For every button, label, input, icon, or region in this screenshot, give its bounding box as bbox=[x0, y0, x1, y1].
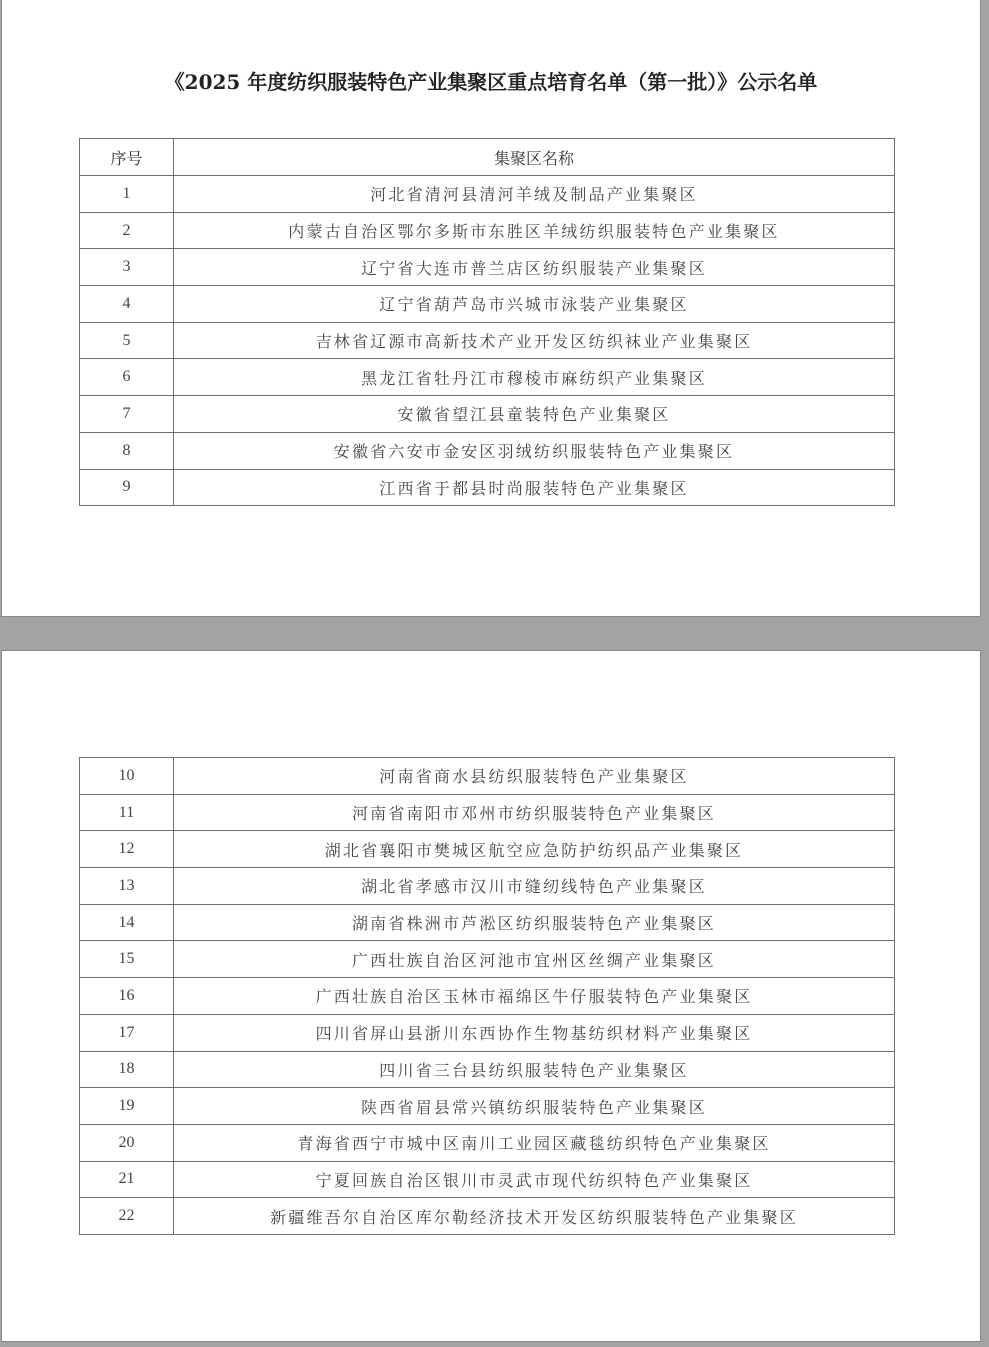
row-cluster-name: 新疆维吾尔自治区库尔勒经济技术开发区纺织服装特色产业集聚区 bbox=[174, 1198, 895, 1235]
document-page-1 bbox=[1, 0, 981, 617]
row-cluster-name: 湖北省襄阳市樊城区航空应急防护纺织品产业集聚区 bbox=[174, 831, 895, 868]
row-cluster-name: 辽宁省葫芦岛市兴城市泳装产业集聚区 bbox=[174, 286, 895, 323]
table-row bbox=[80, 286, 895, 323]
table-row bbox=[80, 904, 895, 941]
row-cluster-name: 青海省西宁市城中区南川工业园区藏毯纺织特色产业集聚区 bbox=[174, 1124, 895, 1161]
table-row bbox=[80, 432, 895, 469]
row-index: 10 bbox=[80, 758, 174, 795]
table-row bbox=[80, 1124, 895, 1161]
table-row bbox=[80, 359, 895, 396]
row-cluster-name: 黑龙江省牡丹江市穆棱市麻纺织产业集聚区 bbox=[174, 359, 895, 396]
table-row bbox=[80, 831, 895, 868]
cluster-list-table-part-2 bbox=[79, 757, 895, 1235]
row-index: 21 bbox=[80, 1161, 174, 1198]
column-header-name: 集聚区名称 bbox=[174, 139, 895, 176]
cluster-list-table-part-1 bbox=[79, 138, 895, 506]
row-cluster-name: 河南省商水县纺织服装特色产业集聚区 bbox=[174, 758, 895, 795]
table-row bbox=[80, 396, 895, 433]
row-cluster-name: 广西壮族自治区玉林市福绵区牛仔服装特色产业集聚区 bbox=[174, 978, 895, 1015]
row-cluster-name: 陕西省眉县常兴镇纺织服装特色产业集聚区 bbox=[174, 1088, 895, 1125]
table-row bbox=[80, 868, 895, 905]
row-index: 5 bbox=[80, 322, 174, 359]
row-cluster-name: 江西省于都县时尚服装特色产业集聚区 bbox=[174, 469, 895, 506]
table-row bbox=[80, 249, 895, 286]
row-index: 13 bbox=[80, 868, 174, 905]
table-row bbox=[80, 1014, 895, 1051]
row-cluster-name: 四川省三台县纺织服装特色产业集聚区 bbox=[174, 1051, 895, 1088]
table-row bbox=[80, 1161, 895, 1198]
row-index: 17 bbox=[80, 1014, 174, 1051]
row-index: 9 bbox=[80, 469, 174, 506]
row-index: 15 bbox=[80, 941, 174, 978]
column-header-index: 序号 bbox=[80, 139, 174, 176]
row-cluster-name: 宁夏回族自治区银川市灵武市现代纺织特色产业集聚区 bbox=[174, 1161, 895, 1198]
row-cluster-name: 湖南省株洲市芦淞区纺织服装特色产业集聚区 bbox=[174, 904, 895, 941]
row-index: 22 bbox=[80, 1198, 174, 1235]
row-cluster-name: 四川省屏山县浙川东西协作生物基纺织材料产业集聚区 bbox=[174, 1014, 895, 1051]
row-cluster-name: 广西壮族自治区河池市宜州区丝绸产业集聚区 bbox=[174, 941, 895, 978]
row-index: 3 bbox=[80, 249, 174, 286]
row-cluster-name: 安徽省六安市金安区羽绒纺织服装特色产业集聚区 bbox=[174, 432, 895, 469]
row-index: 16 bbox=[80, 978, 174, 1015]
row-cluster-name: 湖北省孝感市汉川市缝纫线特色产业集聚区 bbox=[174, 868, 895, 905]
table-row bbox=[80, 176, 895, 213]
row-cluster-name: 河南省南阳市邓州市纺织服装特色产业集聚区 bbox=[174, 794, 895, 831]
row-cluster-name: 河北省清河县清河羊绒及制品产业集聚区 bbox=[174, 176, 895, 213]
table-row bbox=[80, 758, 895, 795]
row-index: 20 bbox=[80, 1124, 174, 1161]
row-index: 18 bbox=[80, 1051, 174, 1088]
table-row bbox=[80, 1088, 895, 1125]
row-index: 6 bbox=[80, 359, 174, 396]
row-index: 1 bbox=[80, 176, 174, 213]
table-row bbox=[80, 978, 895, 1015]
table-row bbox=[80, 212, 895, 249]
row-index: 8 bbox=[80, 432, 174, 469]
row-cluster-name: 安徽省望江县童装特色产业集聚区 bbox=[174, 396, 895, 433]
row-cluster-name: 内蒙古自治区鄂尔多斯市东胜区羊绒纺织服装特色产业集聚区 bbox=[174, 212, 895, 249]
table-header-row bbox=[80, 139, 895, 176]
document-title: 《2025 年度纺织服装特色产业集聚区重点培育名单（第一批）》公示名单 bbox=[164, 70, 818, 94]
row-index: 19 bbox=[80, 1088, 174, 1125]
row-index: 4 bbox=[80, 286, 174, 323]
table-row bbox=[80, 1198, 895, 1235]
row-index: 14 bbox=[80, 904, 174, 941]
document-page-2 bbox=[1, 650, 981, 1342]
row-index: 11 bbox=[80, 794, 174, 831]
table-row bbox=[80, 469, 895, 506]
row-index: 2 bbox=[80, 212, 174, 249]
table-row bbox=[80, 941, 895, 978]
row-index: 12 bbox=[80, 831, 174, 868]
row-cluster-name: 吉林省辽源市高新技术产业开发区纺织袜业产业集聚区 bbox=[174, 322, 895, 359]
table-row bbox=[80, 794, 895, 831]
table-row bbox=[80, 322, 895, 359]
table-row bbox=[80, 1051, 895, 1088]
row-cluster-name: 辽宁省大连市普兰店区纺织服装产业集聚区 bbox=[174, 249, 895, 286]
row-index: 7 bbox=[80, 396, 174, 433]
